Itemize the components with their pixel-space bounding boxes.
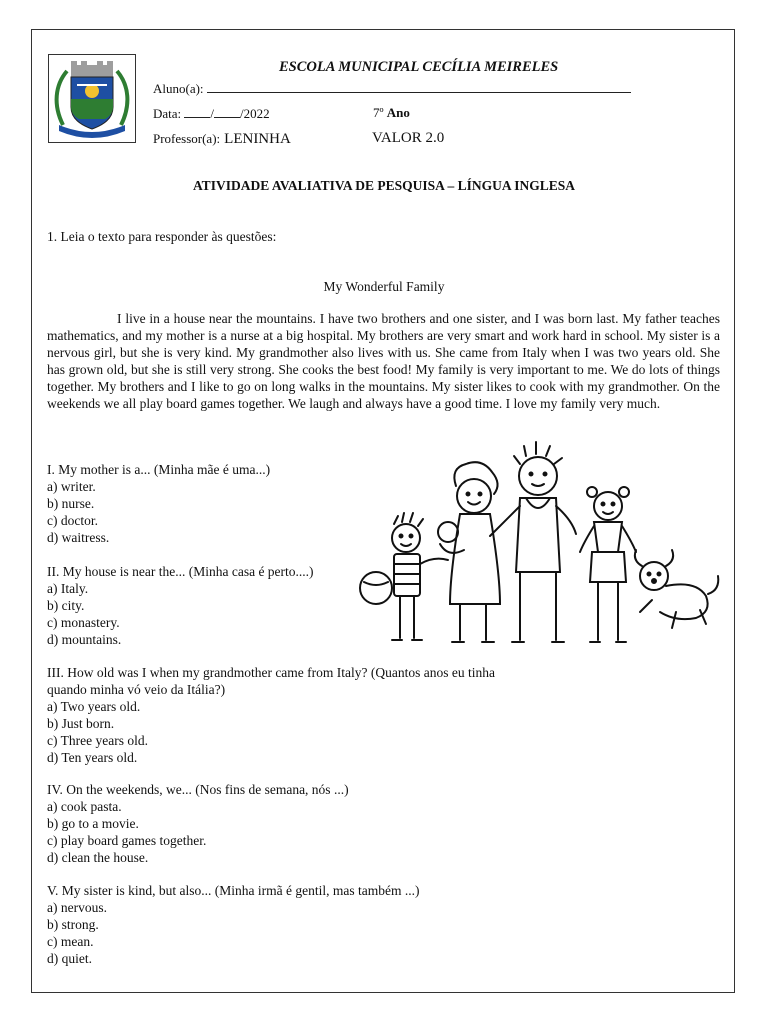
question-text: III. How old was I when my grandmother came from Italy? (Quantos anos eu tinha <box>47 665 495 680</box>
option-b[interactable]: b) go to a movie. <box>47 815 139 831</box>
option-c[interactable]: c) doctor. <box>47 512 98 528</box>
option-d[interactable]: d) waitress. <box>47 529 110 545</box>
grade-number: 7º <box>373 105 384 120</box>
date-month-field[interactable] <box>214 105 240 118</box>
option-b[interactable]: b) strong. <box>47 916 99 932</box>
option-a[interactable]: a) Italy. <box>47 580 89 596</box>
option-c[interactable]: c) Three years old. <box>47 732 148 748</box>
teacher-row <box>153 130 291 148</box>
student-label: Aluno(a): <box>153 81 204 96</box>
date-row: Data: / /2022 <box>153 106 270 121</box>
question-2 <box>47 564 314 649</box>
grade <box>373 105 410 121</box>
option-b[interactable]: b) city. <box>47 597 85 613</box>
school-name: ESCOLA MUNICIPAL CECÍLIA MEIRELES <box>279 59 559 75</box>
question-text: II. My house is near the... (Minha casa é perto....) <box>47 564 314 579</box>
question-text: I. My mother is a... (Minha mãe é uma...) <box>47 462 271 477</box>
value-label: VALOR 2.0 <box>372 130 445 146</box>
teacher-name: LENINHA <box>224 131 291 147</box>
family-drawing-icon <box>356 436 729 654</box>
option-c[interactable]: c) mean. <box>47 933 94 949</box>
option-d[interactable]: d) quiet. <box>47 950 92 966</box>
option-a[interactable]: a) writer. <box>47 478 96 494</box>
option-b[interactable]: b) nurse. <box>47 495 95 511</box>
question-text-continued: quando minha vó veio da Itália?) <box>47 681 226 697</box>
text-title: My Wonderful Family <box>323 279 445 294</box>
question-5 <box>47 883 419 968</box>
activity-title: ATIVIDADE AVALIATIVA DE PESQUISA – LÍNGUA INGLESA <box>192 178 576 193</box>
option-d[interactable]: d) clean the house. <box>47 849 149 865</box>
school-crest <box>48 54 136 143</box>
option-b[interactable]: b) Just born. <box>47 715 115 731</box>
option-a[interactable]: a) Two years old. <box>47 698 141 714</box>
family-illustration <box>356 436 729 654</box>
date-label: Data: <box>153 106 182 121</box>
question-text: IV. On the weekends, we... (Nos fins de semana, nós ...) <box>47 782 349 797</box>
option-a[interactable]: a) cook pasta. <box>47 798 122 814</box>
instruction: 1. Leia o texto para responder às questões: <box>47 229 277 244</box>
question-4 <box>47 782 349 867</box>
crest-icon <box>49 55 135 142</box>
student-name-field[interactable] <box>207 80 631 93</box>
date-year: 2022 <box>243 106 270 121</box>
option-a[interactable]: a) nervous. <box>47 899 107 915</box>
reading-paragraph: I live in a house near the mountains. I have two brothers and one sister, and I was born last. My father teaches mathematics, and my mother is a nurse at a big hospital. My brothers are very smart and work hard in school. My sister is a nervous girl, but she is very kind. My grandmother also lives with us. She came from Italy when I was two years old. She has grown old, but she is still very strong. She cooks the best food! My family is very important to me. We do lots of things together. My brothers and I like to go on long walks in the mountains. My sister likes to cook with my grandmother. On the weekends we all play board games together. We laugh and always have a good time. I love my family very much. <box>47 311 720 411</box>
date-day-field[interactable] <box>184 105 210 118</box>
option-c[interactable]: c) monastery. <box>47 614 120 630</box>
grade-word: Ano <box>386 105 410 120</box>
option-c[interactable]: c) play board games together. <box>47 832 207 848</box>
option-d[interactable]: d) Ten years old. <box>47 749 138 765</box>
question-text: V. My sister is kind, but also... (Minha irmã é gentil, mas também ...) <box>47 883 420 898</box>
teacher-label: Professor(a): <box>153 131 221 146</box>
option-d[interactable]: d) mountains. <box>47 631 122 647</box>
question-1 <box>47 462 270 547</box>
question-3 <box>47 665 495 766</box>
student-row <box>153 80 631 97</box>
